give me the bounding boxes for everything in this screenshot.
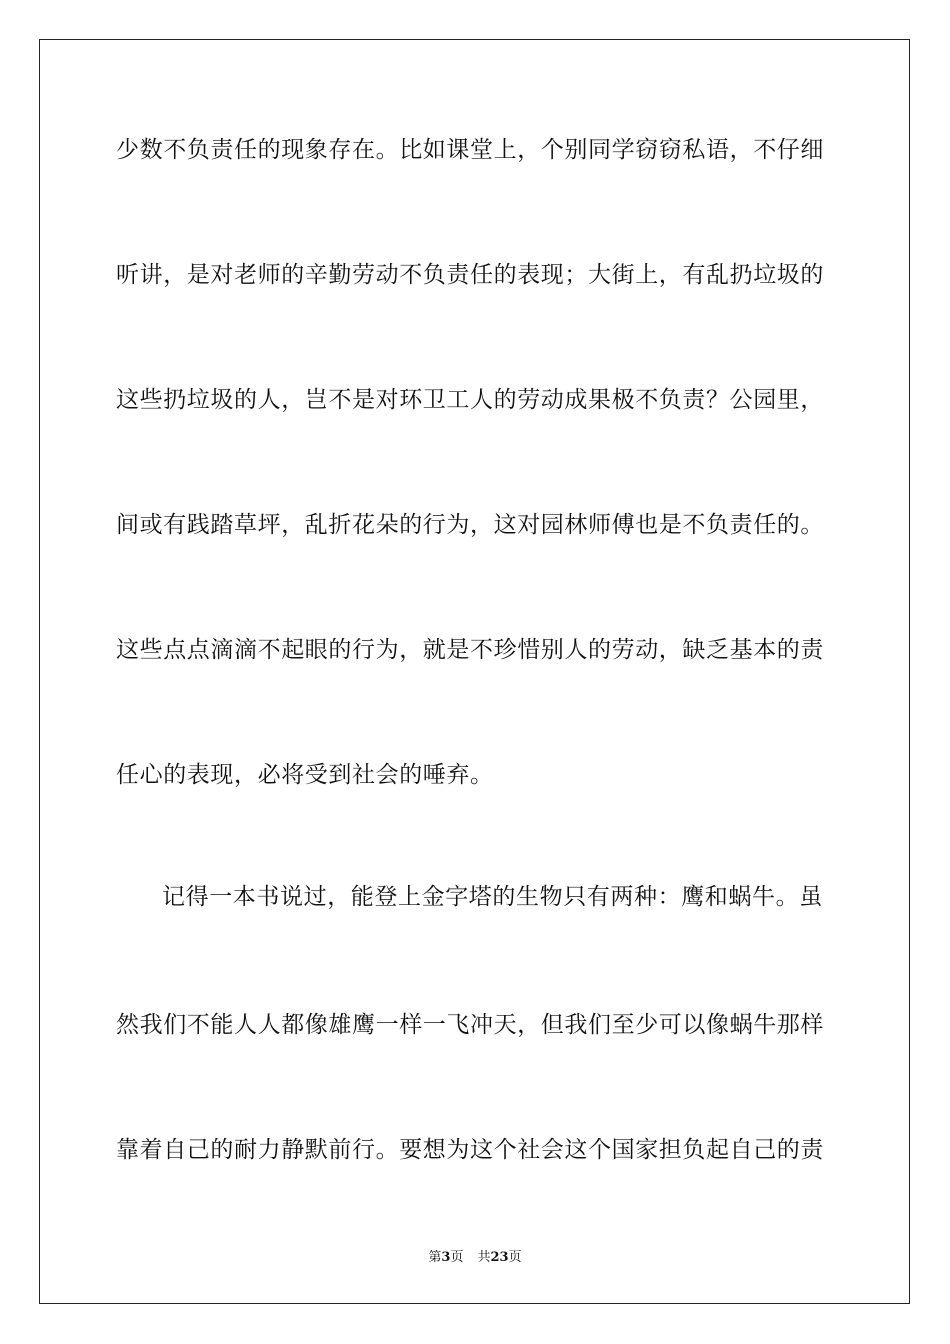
text-line: 少数不负责任的现象存在。比如课堂上，个别同学窃窃私语，不仔细 bbox=[116, 137, 824, 163]
text-line: 这些点点滴滴不起眼的行为，就是不珍惜别人的劳动，缺乏基本的责 bbox=[116, 637, 824, 663]
page-border bbox=[39, 39, 910, 1304]
text-line: 听讲，是对老师的辛勤劳动不负责任的表现；大街上，有乱扔垃圾的 bbox=[116, 262, 824, 288]
paragraph-first-line: 记得一本书说过，能登上金字塔的生物只有两种：鹰和蜗牛。虽 bbox=[162, 884, 823, 910]
page-footer bbox=[0, 1249, 950, 1267]
page-number: 3 bbox=[441, 1250, 451, 1265]
text-line: 任心的表现，必将受到社会的唾弃。 bbox=[116, 762, 494, 788]
page-prefix: 第 bbox=[428, 1250, 442, 1265]
text-line: 靠着自己的耐力静默前行。要想为这个社会这个国家担负起自己的责 bbox=[116, 1137, 824, 1163]
text-line: 这些扔垃圾的人，岂不是对环卫工人的劳动成果极不负责？公园里， bbox=[116, 387, 824, 413]
page-suffix: 页 bbox=[450, 1250, 464, 1265]
text-line: 间或有践踏草坪，乱折花朵的行为，这对园林师傅也是不负责任的。 bbox=[116, 512, 824, 538]
total-suffix: 页 bbox=[508, 1250, 522, 1265]
total-pages: 23 bbox=[490, 1250, 509, 1265]
total-prefix: 共 bbox=[477, 1250, 491, 1265]
text-line: 然我们不能人人都像雄鹰一样一飞冲天，但我们至少可以像蜗牛那样 bbox=[116, 1012, 824, 1038]
